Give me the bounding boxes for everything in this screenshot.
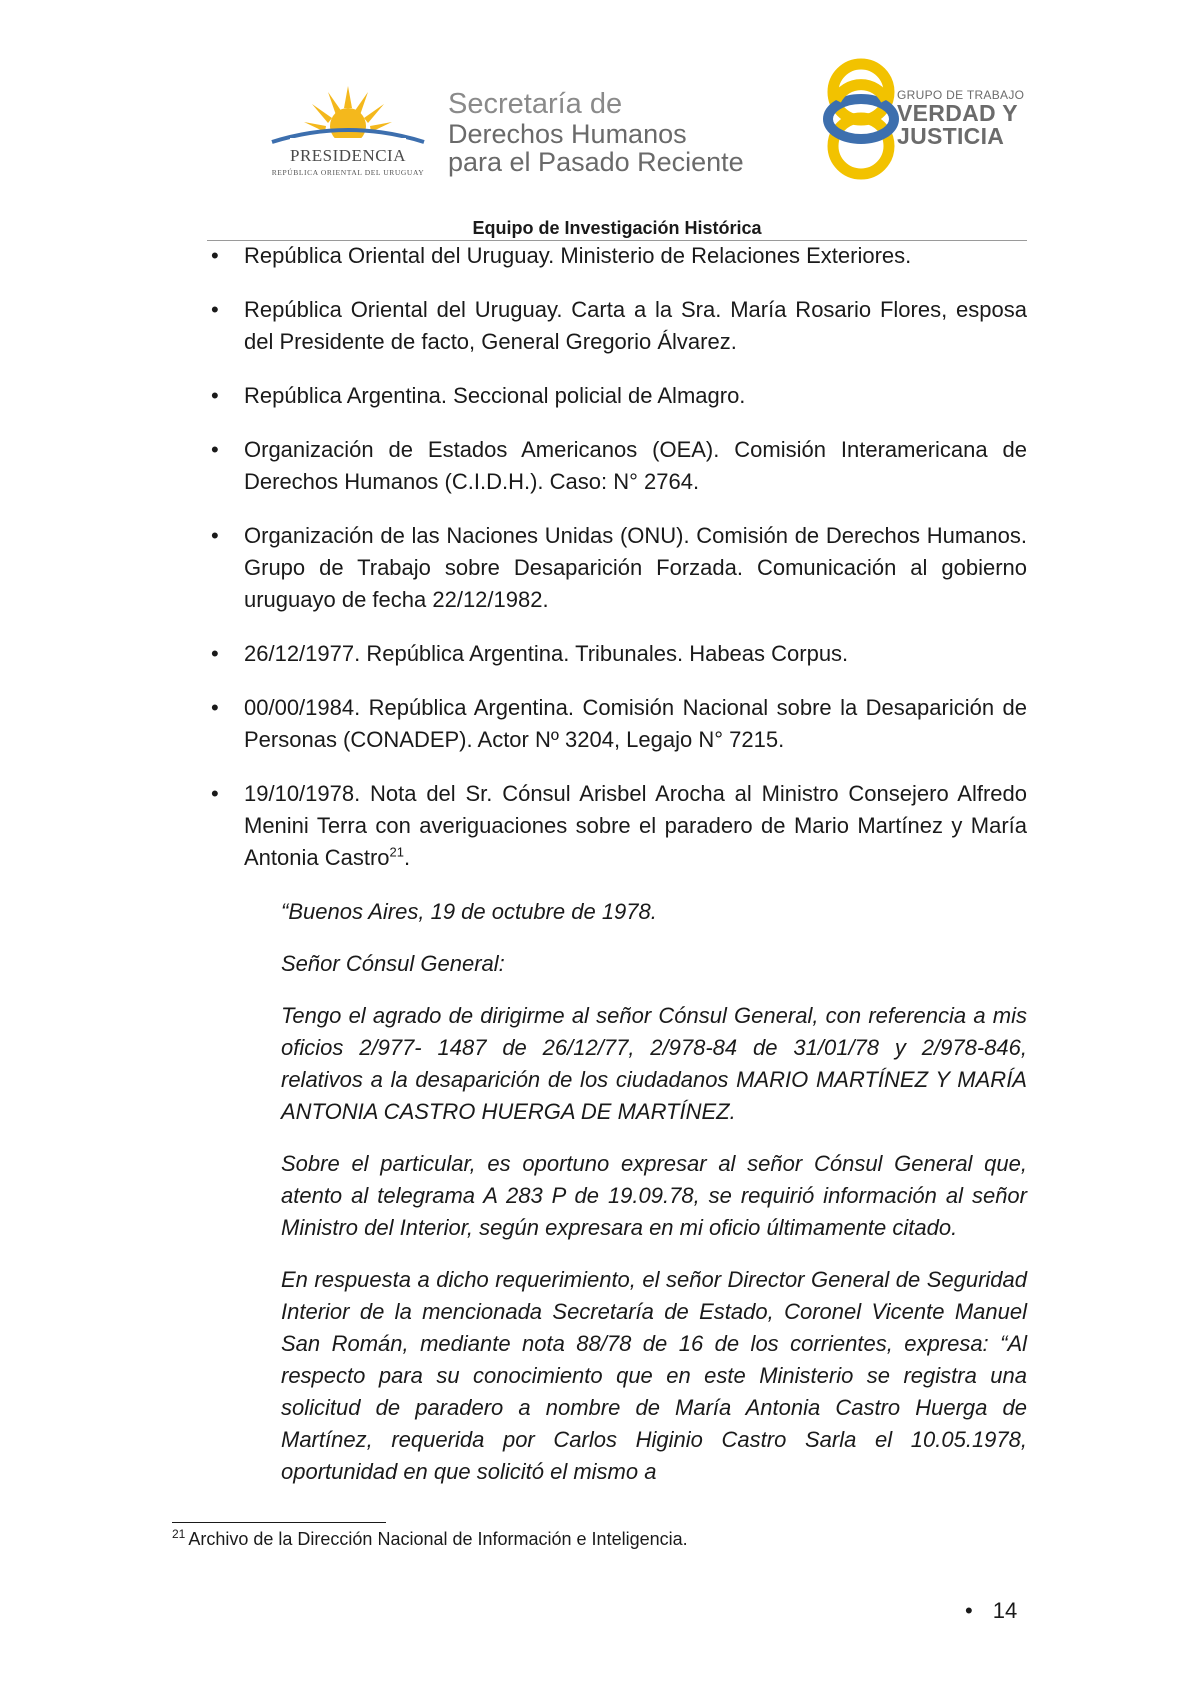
- quote-paragraph: Sobre el particular, es oportuno expresar al señor Cónsul General que, atento al telegrama A 283 P de 19.09.78, se requirió información al señor Ministro del Interior, según expresara en mi oficio últimamente citado.: [281, 1151, 1027, 1240]
- grupo-trabajo-label: GRUPO DE TRABAJO: [897, 88, 1025, 102]
- quote-paragraph: Señor Cónsul General:: [281, 951, 505, 976]
- secretaria-title: [448, 88, 778, 176]
- list-item: • República Oriental del Uruguay. Carta a la Sra. María Rosario Flores, esposa del Presidente de facto, General Gregorio Álvarez.: [211, 297, 1027, 354]
- list-item: • Organización de las Naciones Unidas (ONU). Comisión de Derechos Humanos. Grupo de Trabajo sobre Desaparición Forzada. Comunicación al gobierno uruguayo de fecha 22/12/1982.: [211, 523, 1027, 612]
- quote-paragraph: “Buenos Aires, 19 de octubre de 1978.: [281, 899, 657, 924]
- team-title: Equipo de Investigación Histórica: [472, 218, 762, 238]
- verdad-label: VERDAD Y: [897, 100, 1018, 126]
- quote-paragraph: En respuesta a dicho requerimiento, el señor Director General de Seguridad Interior de la mencionada Secretaría de Estado, Coronel Vicente Manuel San Román, mediante nota 88/78 de 16 de los corrientes, expresa: “Al respecto para su conocimiento que en este Ministerio se registra una solicitud de paradero a nombre de María Antonia Castro Huerga de Martínez, requerida por Carlos Higinio Castro Sarla el 10.05.1978, oportunidad en que solicitó el mismo a: [281, 1267, 1027, 1484]
- verdad-justicia-text: [897, 88, 1024, 148]
- presidencia-logo: [270, 82, 426, 182]
- quoted-letter: [281, 896, 1027, 1488]
- sun-emblem-icon: [270, 82, 426, 148]
- secretaria-line-1: Secretaría de: [448, 88, 623, 120]
- secretaria-line-3: para el Pasado Reciente: [448, 147, 744, 177]
- list-item: • Organización de Estados Americanos (OEA). Comisión Interamericana de Derechos Humanos (C.I.D.H.). Caso: N° 2764.: [211, 437, 1027, 494]
- list-item: • 19/10/1978. Nota del Sr. Cónsul Arisbel Arocha al Ministro Consejero Alfredo Menini Terra con averiguaciones sobre el paradero de Mario Martínez y María Antonia Castro$^{21}$.: [211, 781, 1027, 870]
- footnote-number: 21: [172, 1527, 186, 1541]
- page-number: • 14: [965, 1598, 1018, 1623]
- footnote-text: Archivo de la Dirección Nacional de Información e Inteligencia.: [188, 1529, 688, 1549]
- footnote: [172, 1529, 688, 1550]
- list-item: • República Oriental del Uruguay. Ministerio de Relaciones Exteriores.: [211, 243, 912, 268]
- presidencia-subtitle: REPÚBLICA ORIENTAL DEL URUGUAY: [271, 168, 425, 177]
- footnote-divider: [172, 1522, 386, 1523]
- presidencia-name: PRESIDENCIA: [289, 146, 406, 165]
- list-item: • 00/00/1984. República Argentina. Comisión Nacional sobre la Desaparición de Personas (CONADEP). Actor Nº 3204, Legajo N° 7215.: [211, 695, 1027, 752]
- sources-list: [207, 240, 1027, 874]
- list-item: • República Argentina. Seccional policial de Almagro.: [211, 383, 746, 408]
- footnote-reference[interactable]: 21: [389, 844, 404, 860]
- verdad-justicia-logo-icon: [820, 56, 902, 182]
- justicia-label: JUSTICIA: [897, 123, 1005, 149]
- quote-paragraph: Tengo el agrado de dirigirme al señor Cónsul General, con referencia a mis oficios 2/977- 1487 de 26/12/77, 2/978-84 de 31/01/78 y 2/978-846, relativos a la desaparición de los ciudadanos MARIO MARTÍNEZ Y MARÍA ANTONIA CASTRO HUERGA DE MARTÍNEZ.: [281, 1003, 1027, 1124]
- secretaria-line-2: Derechos Humanos: [448, 119, 687, 149]
- document-body: [207, 240, 1027, 1508]
- list-item: • 26/12/1977. República Argentina. Tribunales. Habeas Corpus.: [211, 641, 849, 666]
